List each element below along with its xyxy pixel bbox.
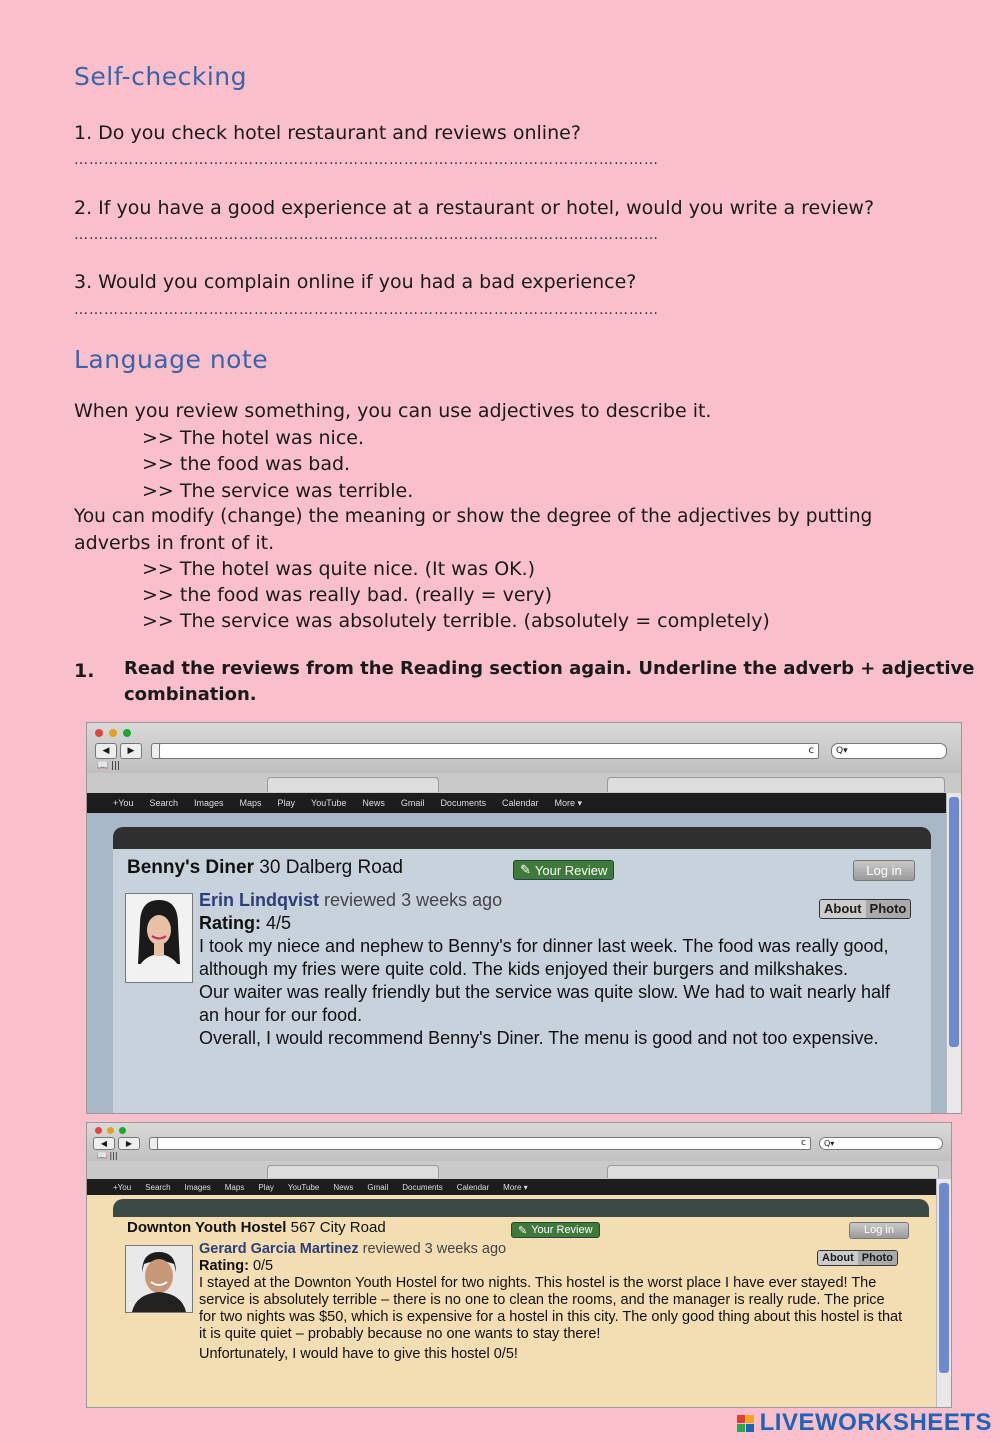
gbar-item[interactable]: Maps xyxy=(224,1182,245,1192)
gbar-item[interactable]: Calendar xyxy=(501,798,539,808)
about-tab[interactable]: About xyxy=(818,1251,858,1265)
browser-tab[interactable] xyxy=(267,1165,439,1178)
example-line: >> The service was absolutely terrible. (absolutely = completely) xyxy=(142,610,770,632)
reload-icon[interactable]: c xyxy=(808,745,814,756)
gbar-item[interactable]: Documents xyxy=(402,1182,443,1192)
review-paragraph: Unfortunately, I would have to give this hostel 0/5! xyxy=(199,1346,518,1362)
place-address: 30 Dalberg Road xyxy=(259,857,403,878)
review-paragraph: I stayed at the Downton Youth Hostel for two nights. This hostel is the worst place I have ever stayed! The service is absolutely terrible – there is no one to clean the rooms, and the manager is really rude. The price for two nights was $50, which is expensive for a hostel in this city. The only good thing about this hostel is that it is quite quiet – probably because no one wants to stay there! xyxy=(199,1275,903,1342)
browser-chrome xyxy=(87,1123,951,1180)
reviewer-name[interactable]: Erin Lindqvist xyxy=(199,890,320,910)
example-line: >> The service was terrible. xyxy=(142,480,414,502)
gbar-item[interactable]: +You xyxy=(113,798,134,808)
your-review-button[interactable] xyxy=(513,860,614,880)
modify-line-1: You can modify (change) the meaning or show the degree of the adjectives by putting xyxy=(74,506,873,527)
rating-label: Rating: xyxy=(199,913,261,933)
place-address: 567 City Road xyxy=(290,1219,386,1236)
browser-chrome xyxy=(87,723,961,794)
browser-tab[interactable] xyxy=(607,1165,939,1178)
rating-label: Rating: xyxy=(199,1258,249,1274)
question-1: 1. Do you check hotel restaurant and reviews online? xyxy=(74,122,581,144)
gbar-item[interactable]: YouTube xyxy=(311,798,347,808)
back-button[interactable]: ◀ xyxy=(93,1137,115,1150)
example-line: >> the food was really bad. (really = very) xyxy=(142,584,553,606)
gbar-item[interactable]: More ▾ xyxy=(503,1182,528,1192)
gbar-item[interactable]: News xyxy=(362,798,385,808)
logo-blocks-icon xyxy=(737,1415,754,1432)
reviewer-name[interactable]: Gerard Garcia Martinez xyxy=(199,1241,359,1257)
review-date: reviewed 3 weeks ago xyxy=(362,1241,507,1257)
close-dot[interactable] xyxy=(95,1127,102,1134)
maximize-dot[interactable] xyxy=(119,1127,126,1134)
liveworksheets-logo xyxy=(737,1409,992,1437)
search-box[interactable]: Q▾ xyxy=(819,1137,943,1150)
maximize-dot[interactable] xyxy=(123,729,131,737)
url-bar[interactable] xyxy=(159,743,819,759)
about-tab[interactable]: About xyxy=(820,900,866,918)
review-paragraph: I took my niece and nephew to Benny's for dinner last week. The food was really good, although my fries were quite cold. The kids enjoyed their burgers and milkshakes. xyxy=(199,936,889,979)
reviewer-avatar xyxy=(125,893,193,983)
task-number: 1. xyxy=(74,660,95,682)
gbar-item[interactable]: News xyxy=(333,1182,354,1192)
rating-value: 4/5 xyxy=(266,913,292,933)
question-3: 3. Would you complain online if you had a bad experience? xyxy=(74,271,637,293)
gbar-item[interactable]: More ▾ xyxy=(554,797,583,808)
place-name: Downton Youth Hostel xyxy=(127,1219,287,1236)
scrollbar-thumb[interactable] xyxy=(939,1183,949,1373)
gbar-item[interactable]: Play xyxy=(277,798,296,808)
back-button[interactable]: ◀ xyxy=(95,743,117,759)
scrollbar[interactable] xyxy=(946,793,961,1113)
example-line: >> The hotel was quite nice. (It was OK.) xyxy=(142,558,536,580)
reload-icon[interactable]: c xyxy=(801,1138,806,1148)
review-date: reviewed 3 weeks ago xyxy=(324,890,503,910)
gbar-item[interactable]: Calendar xyxy=(456,1182,490,1192)
photo-tab[interactable]: Photo xyxy=(858,1251,897,1265)
answer-line-2[interactable]: ……………………………………………………………………………………………………… xyxy=(74,227,659,243)
place-name: Benny's Diner xyxy=(127,857,254,878)
self-checking-heading: Self-checking xyxy=(74,62,248,91)
your-review-button[interactable] xyxy=(511,1222,600,1238)
review-page xyxy=(87,813,947,1113)
forward-button[interactable]: ▶ xyxy=(120,743,142,759)
minimize-dot[interactable] xyxy=(107,1127,114,1134)
photo-tab[interactable]: Photo xyxy=(866,900,911,918)
language-note-heading: Language note xyxy=(74,345,269,374)
forward-button[interactable]: ▶ xyxy=(118,1137,140,1150)
url-bar[interactable] xyxy=(157,1137,811,1150)
answer-line-3[interactable]: ……………………………………………………………………………………………………… xyxy=(74,302,659,318)
your-review-label: Your Review xyxy=(534,862,608,878)
gbar-item[interactable]: Images xyxy=(193,798,224,808)
gbar-item[interactable]: Search xyxy=(145,1182,171,1192)
your-review-label: Your Review xyxy=(531,1224,593,1236)
pencil-icon: ✎ xyxy=(520,862,531,877)
bookmarks-icon[interactable]: 📖 ||| xyxy=(97,1151,118,1160)
minimize-dot[interactable] xyxy=(109,729,117,737)
bookmarks-icon[interactable]: 📖 ||| xyxy=(97,761,121,771)
google-bar xyxy=(87,793,961,813)
login-button[interactable]: Log in xyxy=(849,1222,909,1239)
review-browser-window-2 xyxy=(86,1122,952,1408)
gbar-item[interactable]: YouTube xyxy=(287,1182,320,1192)
review-page xyxy=(87,1195,937,1407)
browser-tab[interactable] xyxy=(607,777,945,792)
gbar-item[interactable]: Play xyxy=(258,1182,274,1192)
task-instruction-line-2: combination. xyxy=(124,684,257,705)
gbar-item[interactable]: Gmail xyxy=(367,1182,389,1192)
login-button[interactable]: Log in xyxy=(853,860,915,881)
pencil-icon: ✎ xyxy=(518,1224,528,1237)
language-note-intro: When you review something, you can use adjectives to describe it. xyxy=(74,400,712,422)
gbar-item[interactable]: Documents xyxy=(440,798,486,808)
example-line: >> The hotel was nice. xyxy=(142,427,364,449)
task-instruction-line-1: Read the reviews from the Reading section again. Underline the adverb + adjective xyxy=(124,658,975,679)
review-paragraph: Overall, I would recommend Benny's Diner. The menu is good and not too expensive. xyxy=(199,1028,879,1048)
example-line: >> the food was bad. xyxy=(142,453,351,475)
review-paragraph: Our waiter was really friendly but the service was quite slow. We had to wait nearly half an hour for our food. xyxy=(199,982,890,1025)
scrollbar[interactable] xyxy=(936,1179,951,1407)
modify-line-2: adverbs in front of it. xyxy=(74,532,275,554)
rating-value: 0/5 xyxy=(252,1258,274,1274)
gbar-item[interactable]: Search xyxy=(149,798,178,808)
google-bar xyxy=(87,1179,951,1195)
review-browser-window-1 xyxy=(86,722,962,1114)
gbar-item[interactable]: +You xyxy=(113,1182,132,1192)
browser-tab[interactable] xyxy=(267,777,439,792)
answer-line-1[interactable]: ……………………………………………………………………………………………………… xyxy=(74,152,659,168)
gbar-item[interactable]: Gmail xyxy=(400,798,425,808)
reviewer-avatar xyxy=(125,1245,193,1313)
scrollbar-thumb[interactable] xyxy=(949,797,959,1047)
logo-text: LIVEWORKSHEETS xyxy=(759,1409,992,1436)
question-2: 2. If you have a good experience at a restaurant or hotel, would you write a review? xyxy=(74,197,875,219)
close-dot[interactable] xyxy=(95,729,103,737)
gbar-item[interactable]: Images xyxy=(184,1182,211,1192)
search-box[interactable]: Q▾ xyxy=(831,743,947,759)
gbar-item[interactable]: Maps xyxy=(239,798,262,808)
